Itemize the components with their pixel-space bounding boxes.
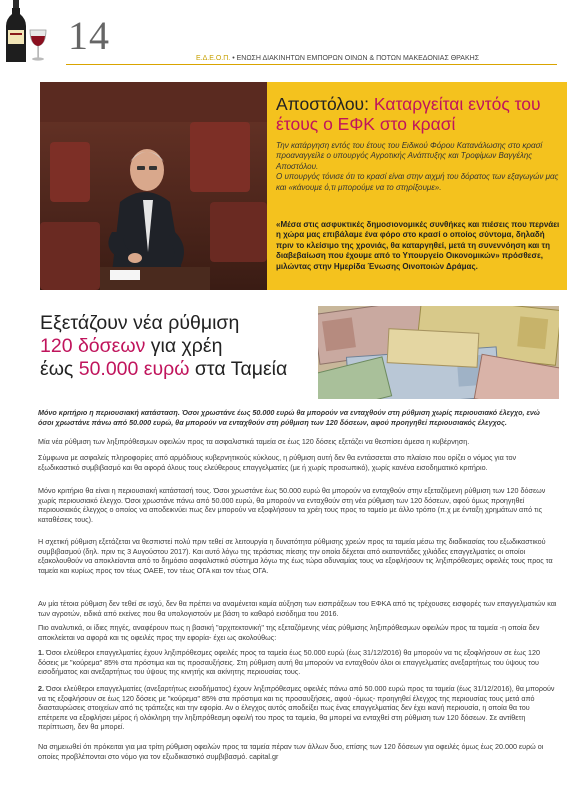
article2-title-line3-b: στα Ταμεία (189, 358, 288, 380)
euro-banknotes-photo (318, 306, 559, 399)
list-number-1: 1. (38, 648, 44, 657)
article1-quote: «Μέσα στις ασφυκτικές δημοσιονομικές συνθήκες και πιέσεις που περνάει η χώρα μας επιβάλαμε ένα φόρο στο κρασί ο οποίος σύντομα, δηλαδή πριν το κλείσιμο της χρονιάς, θα καταργηθεί, μετά τη συνεννόηση και τη διαβεβαίωση που έχουμε από το Υπουργείο Οικονομικών» πρόσθεσε, μιλώντας στην Ημερίδα Ένωσης Οινοποιών Δράμας. (276, 220, 560, 271)
list-number-2: 2. (38, 684, 44, 693)
article1-title-name: Αποστόλου: (276, 94, 369, 114)
page-number: 14 (68, 13, 110, 58)
article2-title-line3 (40, 358, 310, 381)
article2-title (40, 312, 310, 381)
org-name: • ΕΝΩΣΗ ΔΙΑΚΙΝΗΤΩΝ ΕΜΠΟΡΩΝ ΟΙΝΩΝ & ΠΟΤΩΝ ΜΑΚΕΔΟΝΙΑΣ ΘΡΑΚΗΣ (230, 55, 480, 62)
article2-paragraph-2: Σύμφωνα με ασφαλείς πληροφορίες από αρμόδιους κυβερνητικούς κύκλους, η ρύθμιση αυτή δεν θα εντάσσεται στο πλαίσιο που ορίζει ο νόμος για τον εξωδικαστικό συμβιβασμό και θα αφορά όλους τους ελεύθερους επαγγελματίες (με ή χωρίς προσωπικό), χωρίς κανένα εισοδηματικό κριτήριο. (38, 453, 517, 472)
article2-list-item-2 (38, 684, 557, 732)
article2-title-line3-a: έως (40, 358, 79, 380)
minister-speaking-photo (40, 82, 267, 290)
article2-paragraph-9: Να σημειωθεί ότι πρόκειται για μια τρίτη ρύθμιση οφειλών προς τα ταμεία πέραν των άλλων δυο, επίσης των 120 δόσεων για οφειλές όμως έως 20.000 ευρώ οι οποίες προβλέπονται στο νόμο για τον εξωδικαστικό συμβιβασμό. capital.gr (38, 742, 544, 761)
list-text-2: Όσοι ελεύθεροι επαγγελματίες (ανεξαρτήτως εισοδήματος) έχουν ληξιπρόθεσμες οφειλές πάνω από 50.000 ευρώ προς τα ταμεία (έως 31/12/2016), θα μπορούν να τις εξοφλήσουν σε έως 120 δόσεις με "κούρεμα" 85% στα πρόστιμα και τις προσαυξήσεις, αφού -όμως- προηγηθεί έλεγχος της περιουσίας τους μετά από διασταυρώσεις στοιχείων από τις τράπεζες και την εφορία. Αν ο έλεγχος αυτός αποδείξει πως ένας επαγγελματίας δεν έχει ικανή περιουσία, η οποία θα του επέτρεπε να εξοφλήσει μέρος ή ολόκληρη την ληξιπρόθεσμη οφειλή του προς τα ταμεία, θα μπορεί να ενταχθεί στη ρύθμιση των 120 δόσεων. Σε αντίθετη περίπτωση, δεν θα μπορεί. (38, 684, 555, 732)
article1-title (276, 94, 561, 134)
article1-title-rest: Καταργείται εντός του έτους ο ΕΦΚ στο κρασί (276, 94, 541, 134)
org-abbreviation: Ε.Δ.Ε.Ο.Π. (196, 55, 231, 62)
article2-paragraph-3: Μόνο κριτήριο θα είναι η περιουσιακή κατάστασή τους. Όσοι χρωστάνε έως 50.000 ευρώ θα μπορούν να ενταχθούν στην εξεταζόμενη ρύθμιση των 120 δόσεων χωρίς περιουσιακό έλεγχο. Όσοι χρωστάνε πάνω από 50.000 ευρώ, θα μπορούν να ενταχθούν στη νέα ρύθμιση των 120 δόσεων, αφού όμως προηγηθεί περιουσιακός έλεγχος ο οποίος να αποδεικνύει πως δεν μπορούν να εξοφλήσουν τα χρέη τους προς το ταμείο με άλλο τρόπο (π.χ με ένταξη χρημάτων από τις καταθέσεις τους). (38, 486, 546, 524)
article2-title-line2 (40, 335, 310, 358)
article2-paragraph-5: Αν μία τέτοια ρύθμιση δεν τεθεί σε ισχύ, δεν θα πρέπει να αναμένεται καμία αύξηση των εισπράξεων του ΕΦΚΑ από τις τρέχουσες εισφορές των επαγγελματιών και των αγροτών, ειδικά από εκείνες που θα υπολογιστούν με βάση το καθαρό εισόδημα του 2016. (38, 599, 557, 618)
header-org-text (196, 55, 479, 62)
article2-paragraph-6: Πιο αναλυτικά, οι ίδιες πηγές, αναφέρουν πως η βασική "αρχιτεκτονική" της εξεταζόμενης νέας ρύθμισης ληξιπρόθεσμων οφειλών προς τα ταμεία -η οποία δεν αποκλείεται να αφορά και τις οφειλές προς την εφορία- έχει ως ακολούθως: (38, 623, 540, 642)
article2-paragraph-4: Η σχετική ρύθμιση εξετάζεται να θεσπιστεί πολύ πριν τεθεί σε λειτουργία η δυνατότητα ρύθμισης χρεών προς τα ταμεία μέσω της διαδικασίας του εξωδικαστικού συμβιβασμού (δηλ. πριν τις 3 Αυγούστου 2017). Και αυτό λόγω της τεράστιας πίεσης την οποία δέχεται από εκατοντάδες χιλιάδες επαγγελματίες οι οποίοι εξακολουθούν να αποκλείονται από το δημόσιο ασφαλιστικό σύστημα λόγω της έως τώρα αδυναμίας τους να εξοφλήσουν τις ληξιπρόθεσμες οφειλές τους προς τα ταμεία και κυρίως προς τον τέως ΟΑΕΕ, τον τέως ΟΓΑ και τον τέως ΟΓΑ. (38, 537, 553, 575)
article2-lead: Μόνο κριτήριο η περιουσιακή κατάσταση. Όσοι χρωστάνε έως 50.000 ευρώ θα μπορούν να ενταχθούν στη ρύθμιση χωρίς περιουσιακό έλεγχο, ενώ όσοι χρωστάνε πάνω από 50.000 ευρώ, θα μπορούν να ενταχθούν στη ρύθμιση των 120 δόσεων, αφού προηγηθεί περιουσιακός έλεγχος. (38, 408, 540, 427)
article2-list-item-1 (38, 648, 557, 677)
list-text-1: Όσοι ελεύθεροι επαγγελματίες έχουν ληξιπρόθεσμες οφειλές προς τα ταμεία έως 50.000 ευρώ (έως 31/12/2016) θα μπορούν να τις εξοφλήσουν σε έως 120 δόσεις με "κούρεμα" 85% στα πρόστιμα και τις προσαυξήσεις. Στη ρύθμιση αυτή θα μπορούν να ενταχθούν όλοι οι επαγγελματίες ανεξαρτήτως του ύψους του εισοδήματος και ανεξαρτήτως του ύψους της κινητής και ακίνητης περιουσίας τους. (38, 648, 541, 677)
article2-title-highlight-amount: 50.000 ευρώ (78, 358, 190, 380)
header-rule (66, 64, 557, 65)
article2-title-line1: Εξετάζουν νέα ρύθμιση (40, 312, 240, 334)
article1-intro: Την κατάργηση εντός του έτους του Ειδικού Φόρου Κατανάλωσης στο κρασί προαναγγείλε ο υπουργός Αγροτικής Ανάπτυξης και Τροφίμων Βαγγέλης Αποστόλου. Ο υπουργός τόνισε ότι το κρασί είναι στην αιχμή του δόρατος των εξαγωγών μας και «κάνουμε ό,τι μπορούμε να το στηρίξουμε». (276, 141, 559, 192)
wine-bottle-and-glass-icon (4, 0, 52, 64)
article2-title-highlight-doses: 120 δόσεων (40, 335, 146, 357)
article2-title-line2-rest: για χρέη (145, 335, 223, 357)
article2-paragraph-1: Μία νέα ρύθμιση των ληξιπρόθεσμων οφειλών προς τα ασφαλιστικά ταμεία σε έως 120 δόσεις εξετάζει να θεσπίσει άμεσα η κυβέρνηση. (38, 437, 470, 446)
